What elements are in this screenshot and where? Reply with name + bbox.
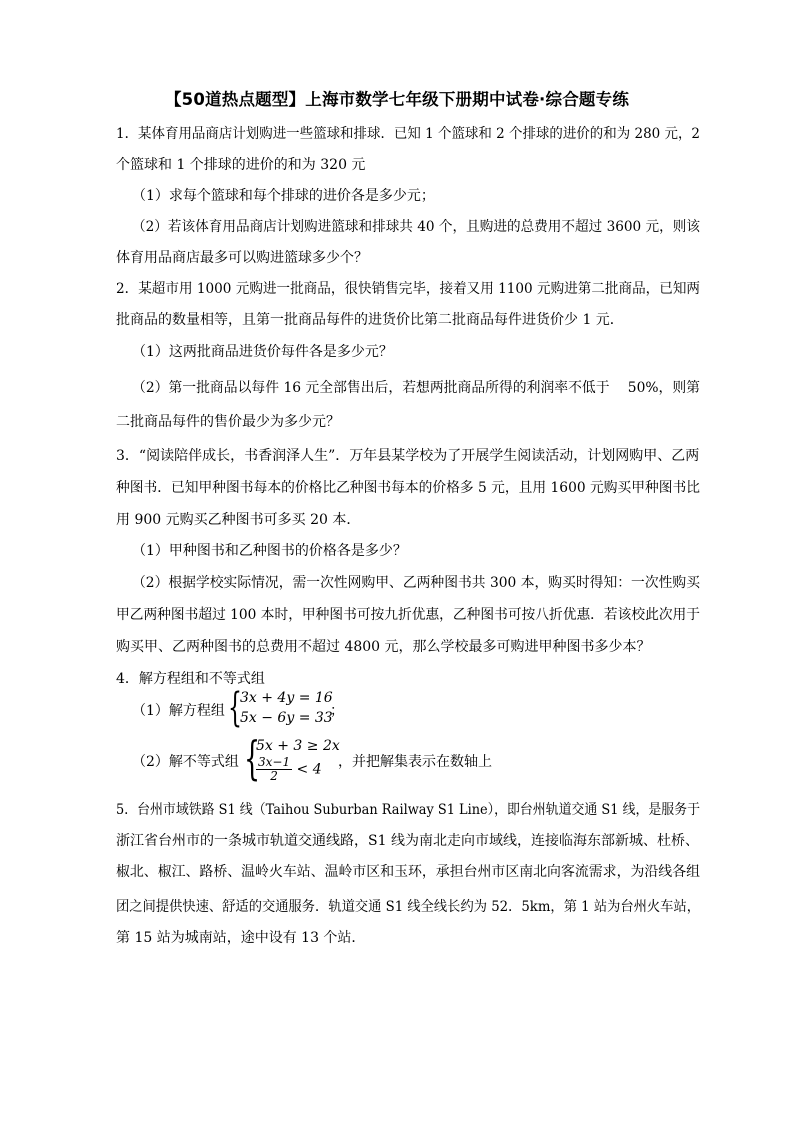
q5-line5: 第 15 站为城南站，途中设有 13 个站． <box>116 930 366 946</box>
q1-part2-line2: 体育用品商店最多可以购进篮球多少个？ <box>116 250 368 266</box>
inequality-2 <box>256 756 322 783</box>
q1-part1: （1）求每个篮球和每个排球的进价各是多少元； <box>132 188 435 204</box>
q3-line1: 3．“阅读陪伴成长，书香润泽人生”．万年县某学校为了开展学生阅读活动，计划网购甲、乙两 <box>116 448 700 464</box>
inequality-system <box>244 731 340 786</box>
inequality-2-relation: < 4 <box>296 761 322 778</box>
left-brace-icon: { <box>244 731 261 785</box>
q2-part2-line2: 二批商品每件的售价最少为多少元？ <box>116 414 340 430</box>
q2-part1: （1）这两批商品进货价每件各是多少元？ <box>132 344 393 360</box>
q3-part2-line2: 甲乙两种图书超过 100 本时，甲种图书可按九折优惠，乙种图书可按八折优惠．若该校此次用于 <box>116 607 700 623</box>
page-title: 【50道热点题型】上海市数学七年级下册期中试卷·综合题专练 <box>164 90 630 109</box>
q1-line2: 个篮球和 1 个排球的进价的和为 320 元 <box>116 157 366 173</box>
equation-system <box>228 685 338 731</box>
q1-part2-line1: （2）若该体育用品商店计划购进篮球和排球共 40 个，且购进的总费用不超过 3600 元，则该 <box>132 219 700 235</box>
q3-part2-line1: （2）根据学校实际情况，需一次性网购甲、乙两种图书共 300 本，购买时得知：一次性购买 <box>132 575 700 591</box>
q4-part1-label: （1）解方程组 <box>132 703 225 719</box>
inequality-1: 5x + 3 ≥ 2x <box>256 738 340 754</box>
q4-line1: 4．解方程组和不等式组 <box>116 671 265 687</box>
left-brace-icon: { <box>228 685 242 731</box>
q5-line3: 椒北、椒江、路桥、温岭火车站、温岭市区和玉环，承担台州市区南北向客流需求，为沿线各组 <box>116 864 700 880</box>
q1-line1: 1．某体育用品商店计划购进一些篮球和排球．已知 1 个篮球和 2 个排球的进价的和为 280 元，2 <box>116 126 700 142</box>
q2-line1: 2．某超市用 1000 元购进一批商品，很快销售完毕，接着又用 1100 元购进第二批商品，已知两 <box>116 281 700 297</box>
q3-part2-line3: 购买甲、乙两种图书的总费用不超过 4800 元，那么学校最多可购进甲种图书多少本？ <box>116 639 651 655</box>
equation-2: 5x − 6y = 33 <box>240 710 333 726</box>
fraction <box>256 756 292 783</box>
fraction-denominator: 2 <box>270 769 278 783</box>
q3-line2: 种图书．已知甲种图书每本的价格比乙种图书每本的价格多 5 元，且用 1600 元购买甲种图书比 <box>116 480 700 496</box>
q2-line2: 批商品的数量相等，且第一批商品每件的进货价比第二批商品每件进货价少 1 元． <box>116 312 624 328</box>
fraction-numerator: 3x−1 <box>258 755 291 769</box>
q5-line2: 浙江省台州市的一条城市轨道交通线路，S1 线为南北走向市域线，连接临海东部新城、杜桥、 <box>116 833 699 849</box>
equation-1: 3x + 4y = 16 <box>240 690 333 706</box>
q4-part2-label: （2）解不等式组 <box>132 754 239 770</box>
q5-line4: 团之间提供快速、舒适的交通服务．轨道交通 S1 线全线长约为 52．5km，第 1 站为台州火车站， <box>116 899 700 915</box>
q4-part1-end: ； <box>330 703 344 719</box>
q3-part1: （1）甲种图书和乙种图书的价格各是多少？ <box>132 543 407 559</box>
q5-line1: 5．台州市域铁路 S1 线（Taihou Suburban Railway S1 Line），即台州轨道交通 S1 线，是服务于 <box>116 802 700 818</box>
q3-line3: 用 900 元购买乙种图书可多买 20 本． <box>116 512 361 528</box>
q2-part2-line1: （2）第一批商品以每件 16 元全部售出后，若想两批商品所得的利润率不低于 50%，则第 <box>132 380 700 396</box>
q4-part2-end: ，并把解集表示在数轴上 <box>338 754 492 770</box>
